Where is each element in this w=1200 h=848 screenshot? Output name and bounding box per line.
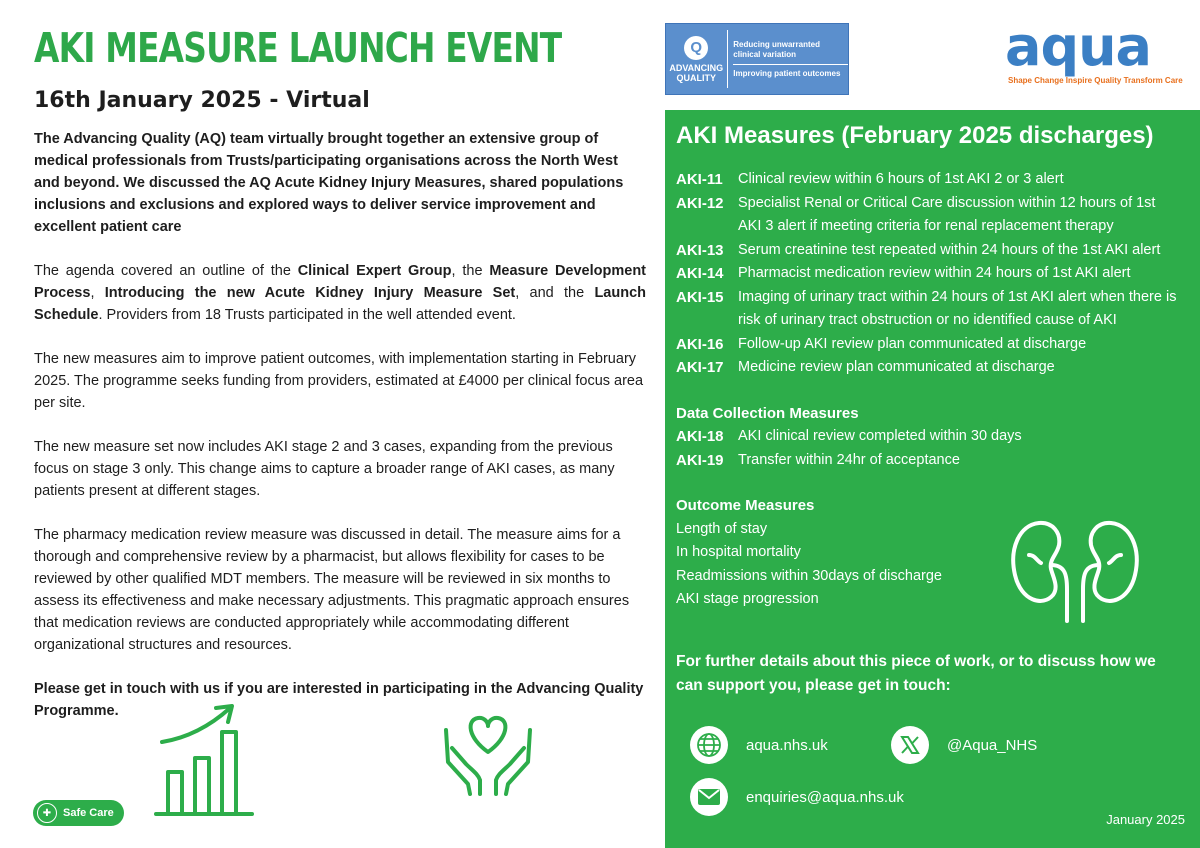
- measure-code: AKI-17: [676, 359, 724, 376]
- agenda-bold-measure-development: Measure Development Process: [34, 263, 647, 301]
- aqua-wordmark: aqua: [1005, 15, 1151, 78]
- measure-text: Clinical review within 6 hours of 1st AKI 2 or 3 alert: [738, 171, 1064, 187]
- aq-mark: [666, 36, 727, 83]
- advancing-quality-logo: [665, 23, 849, 95]
- measure-code: AKI-13: [676, 241, 724, 259]
- outcome-item: Length of stay: [676, 520, 768, 537]
- contact-prompt: For further details about this piece of work, or to discuss how we can support you, please get in touch:: [676, 653, 1156, 694]
- aq-tagline-1: Reducing unwarranted clinical variation: [733, 40, 848, 65]
- outcomes-paragraph: The new measures aim to improve patient outcomes, with implementation starting in February 2025. The programme seeks funding from providers, estimated at £4000 per clinical focus area per site.: [34, 351, 644, 411]
- measure-code: AKI-12: [676, 194, 724, 212]
- email-link[interactable]: enquiries@aqua.nhs.uk: [746, 788, 904, 806]
- agenda-text-4: , and the: [515, 285, 595, 301]
- intro-paragraph: The Advancing Quality (AQ) team virtually brought together an extensive group of medical professionals from Trusts/participating organisations across the North West and beyond. We discussed the AQ Acute Kidney Injury Measures, shared populations inclusions and exclusions and explored ways to deliver service improvement and excellent patient care: [34, 131, 624, 235]
- outcome-item: Readmissions within 30days of discharge: [676, 567, 942, 584]
- email-contact[interactable]: [690, 778, 904, 816]
- aq-logo-divider: [727, 30, 728, 88]
- aqua-logo: [1005, 15, 1185, 90]
- measure-row: [676, 356, 1181, 380]
- aq-tagline-2: Improving patient outcomes: [733, 68, 841, 78]
- agenda-text-3: ,: [90, 285, 105, 301]
- data-collection-row: [676, 425, 1181, 449]
- envelope-icon: [690, 778, 728, 816]
- pharmacy-paragraph: The pharmacy medication review measure was discussed in detail. The measure aims for a thorough and comprehensive review by a pharmacist, but allows flexibility for cases to be reviewed by other qualified MDT members. The measure will be reviewed in six months to assess its effectiveness and make necessary adjustments. This pragmatic approach ensures that medication reviews are conducted appropriately while accommodating different organizational structures and resources.: [34, 527, 630, 653]
- globe-icon: [690, 726, 728, 764]
- outcome-heading: Outcome Measures: [676, 497, 815, 514]
- measure-code: AKI-18: [676, 428, 724, 445]
- agenda-bold-new-measure-set: Introducing the new Acute Kidney Injury Measure Set: [104, 285, 516, 301]
- outcome-item: In hospital mortality: [676, 544, 801, 560]
- issue-date: January 2025: [1106, 812, 1185, 827]
- twitter-contact[interactable]: [891, 726, 1037, 764]
- data-collection-row: [676, 449, 1181, 473]
- measure-text: Medicine review plan communicated at discharge: [738, 359, 1055, 375]
- measure-text: Specialist Renal or Critical Care discussion within 12 hours of 1st AKI 3 alert if meeting criteria for renal replacement therapy: [738, 194, 1156, 234]
- measure-text: Pharmacist medication review within 24 hours of 1st AKI alert: [738, 265, 1131, 281]
- measures-panel: [665, 110, 1200, 848]
- measure-code: AKI-15: [676, 288, 724, 306]
- aq-logo-icon: Q: [684, 36, 708, 60]
- website-link[interactable]: aqua.nhs.uk: [746, 736, 828, 754]
- stages-paragraph: The new measure set now includes AKI stage 2 and 3 cases, expanding from the previous focus on stage 3 only. This change aims to capture a broader range of AKI cases, as many patients present at different stages.: [34, 439, 615, 499]
- panel-heading: AKI Measures (February 2025 discharges): [676, 122, 1154, 149]
- outcome-item: AKI stage progression: [676, 591, 819, 607]
- measure-text: Follow-up AKI review plan communicated at discharge: [738, 335, 1087, 352]
- measure-row: [676, 333, 1181, 357]
- agenda-bold-launch-schedule: Launch Schedule: [34, 285, 646, 323]
- aq-logo-name: ADVANCING QUALITY: [669, 62, 724, 83]
- measure-code: AKI-19: [676, 451, 724, 469]
- kidneys-icon: [1005, 515, 1145, 625]
- agenda-text-5: . Providers from 18 Trusts participated in the well attended event.: [98, 307, 516, 323]
- agenda-text-1: The agenda covered an outline of the: [34, 263, 298, 279]
- measure-row: [676, 262, 1181, 286]
- article-body: [34, 128, 646, 744]
- measure-code: AKI-16: [676, 335, 724, 353]
- measure-row: [676, 192, 1181, 239]
- aq-logo-taglines: [733, 40, 848, 79]
- heart-hands-icon: [438, 704, 538, 796]
- safe-care-badge: [33, 800, 124, 826]
- measure-row: [676, 239, 1181, 263]
- safe-care-icon: ✚: [37, 803, 57, 823]
- measure-text: Imaging of urinary tract within 24 hours of 1st AKI alert when there is risk of urinary tract obstruction or no identified cause of AKI: [738, 288, 1177, 328]
- website-contact[interactable]: [690, 726, 828, 764]
- measure-code: AKI-14: [676, 265, 724, 282]
- agenda-bold-clinical-expert-group: Clinical Expert Group: [297, 263, 452, 279]
- data-collection-heading: Data Collection Measures: [676, 404, 859, 422]
- page-title: AKI MEASURE LAUNCH EVENT: [34, 24, 562, 72]
- measure-text: Transfer within 24hr of acceptance: [738, 451, 960, 468]
- measure-row: [676, 168, 1181, 192]
- measure-row: [676, 286, 1181, 333]
- event-date: 16th January 2025 - Virtual: [34, 88, 370, 113]
- measure-text: Serum creatinine test repeated within 24 hours of the 1st AKI alert: [738, 241, 1161, 258]
- growth-chart-icon: [154, 700, 254, 820]
- measure-text: AKI clinical review completed within 30 days: [738, 428, 1022, 444]
- safe-care-label: Safe Care: [63, 807, 114, 819]
- agenda-text-2: , the: [451, 263, 490, 279]
- agenda-paragraph: [34, 260, 646, 326]
- x-logo-icon: [891, 726, 929, 764]
- aqua-tagline: Shape Change Inspire Quality Transform Care: [1008, 76, 1183, 85]
- measure-code: AKI-11: [676, 171, 723, 188]
- twitter-handle[interactable]: @Aqua_NHS: [947, 736, 1038, 754]
- call-to-action: Please get in touch with us if you are interested in participating in the Advancing Quality Programme.: [34, 681, 644, 719]
